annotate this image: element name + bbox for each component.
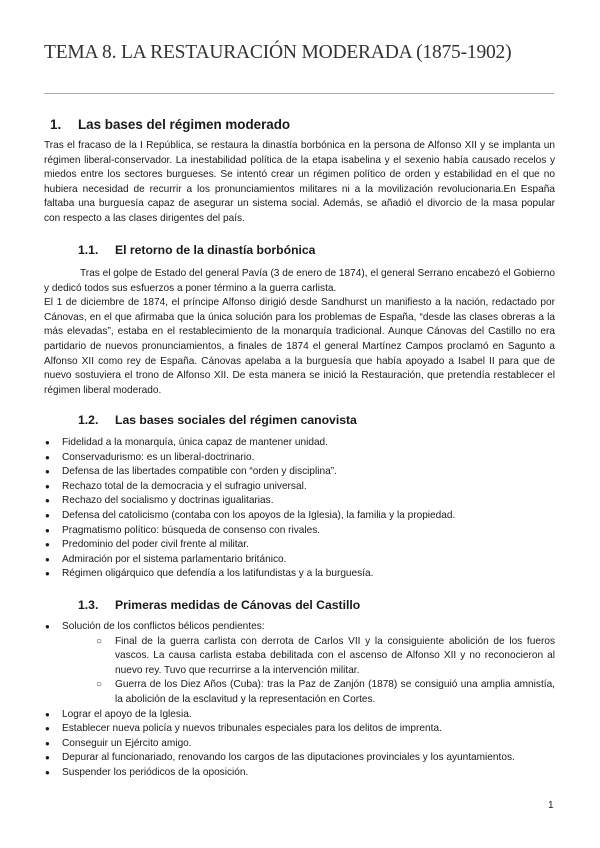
bullet-icon: ●: [45, 622, 50, 631]
list-item: ● Rechazo total de la democracia y el sufragio universal.: [44, 480, 555, 495]
list-item: ● Solución de los conflictos bélicos pendientes:: [44, 620, 555, 635]
list-item: ● Régimen oligárquico que defendía a los latifundistas y a la burguesía.: [44, 567, 555, 582]
list-item: ● Conservadurismo: es un liberal-doctrinario.: [44, 451, 555, 466]
list-item: ● Suspender los periódicos de la oposición.: [44, 766, 555, 781]
section-1-paragraph: Tras el fracaso de la I República, se restaura la dinastía borbónica en la persona de Alfonso XII y se implanta un régimen liberal-conservador. La inestabilidad política de la etapa isabelina y el sexenio había causado recelos y miedos entre los sectores burgueses. Se intentó crear un régimen político de orden y estabilidad en el que no hubiera necesidad de recurrir a los pronunciamientos militares ni a la movilización revolucionaria.En España faltaba una burguesía capaz de asegurar un sistema social. Además, se añadió el divorcio de la masa popular con respecto a las clases dirigentes del país.: [44, 140, 555, 224]
bullet-icon: ●: [45, 753, 50, 763]
bullet-icon: ●: [45, 525, 50, 535]
list-item: ● Rechazo del socialismo y doctrinas igualitarias.: [44, 494, 555, 509]
sub-list-item: ○ Guerra de los Diez Años (Cuba): tras la Paz de Zanjón (1878) se consiguió una amplia amnistía, la abolición de la esclavitud y la representación en Cortes.: [96, 679, 555, 705]
page-number: 1: [548, 800, 554, 811]
section-1-2-heading: [78, 413, 357, 427]
list-item: ● Fidelidad a la monarquía, única capaz de mantener unidad.: [44, 436, 555, 451]
bullet-icon: ●: [45, 554, 50, 564]
title-divider: [44, 93, 554, 94]
list-item: ● Establecer nueva policía y nuevos tribunales especiales para los delitos de imprenta.: [44, 722, 555, 737]
section-1-2-title: Las bases sociales del régimen canovista: [115, 413, 357, 427]
section-1-3-title: Primeras medidas de Cánovas del Castillo: [115, 598, 361, 612]
section-1-body: [44, 139, 555, 227]
bullet-icon: ●: [45, 540, 50, 550]
section-1-2-list: [44, 436, 555, 582]
bullet-icon: ●: [45, 467, 50, 477]
bullet-icon: ●: [45, 724, 50, 734]
section-1-2-number: 1.2.: [78, 413, 99, 427]
bullet-icon: ●: [45, 481, 50, 491]
list-item: ● Pragmatismo político: búsqueda de consenso con rivales.: [44, 524, 555, 539]
section-1-1-heading: [78, 243, 315, 257]
list-item: ● Predominio del poder civil frente al militar.: [44, 538, 555, 553]
bullet-icon: ●: [45, 510, 50, 520]
list-item: ● Conseguir un Ejército amigo.: [44, 737, 555, 752]
list-item: ● Defensa del catolicismo (contaba con los apoyos de la Iglesia), la familia y la propiedad.: [44, 509, 555, 524]
bullet-icon: ●: [45, 496, 50, 506]
section-1-1-title: El retorno de la dinastía borbónica: [115, 243, 316, 257]
document-title: TEMA 8. LA RESTAURACIÓN MODERADA (1875-1902): [44, 42, 512, 63]
section-1-1-number: 1.1.: [78, 243, 99, 257]
bullet-icon: ●: [45, 709, 50, 719]
bullet-icon: ●: [45, 438, 50, 447]
section-1-number: 1.: [50, 117, 62, 132]
section-1-1-paragraph-1: Tras el golpe de Estado del general Pavía (3 de enero de 1874), el general Serrano encabezó el Gobierno y dedicó todos sus esfuerzos a poner término a la guerra carlista.: [44, 268, 555, 294]
section-1-3-number: 1.3.: [78, 598, 99, 612]
bullet-icon: ●: [45, 569, 50, 579]
section-1-title: Las bases del régimen moderado: [78, 117, 291, 132]
bullet-icon: ●: [45, 767, 50, 777]
section-1-3-heading: [78, 598, 360, 612]
list-item: ● Depurar al funcionariado, renovando los cargos de las diputaciones provinciales y los ayuntamientos.: [44, 751, 555, 766]
section-1-heading: [50, 117, 290, 132]
circle-bullet-icon: ○: [96, 679, 103, 691]
list-item: ● Lograr el apoyo de la Iglesia.: [44, 708, 555, 723]
section-1-3-list: [44, 620, 555, 781]
list-item: ● Admiración por el sistema parlamentario británico.: [44, 553, 555, 568]
bullet-icon: ●: [45, 738, 50, 748]
section-1-1-body: [44, 267, 555, 398]
section-1-1-paragraph-2: El 1 de diciembre de 1874, el príncipe Alfonso dirigió desde Sandhurst un manifiesto a la nación, redactado por Cánovas, en el que afirmaba que la única solución para los problemas de España, “desde las clases obreras a la más elevadas”, estaba en el restablecimiento de la monarquía tradicional. Aunque Cánovas del Castillo no era partidario de nuevos pronunciamientos, a finales de 1874 el general Martínez Campos proclamó en Sagunto a Alfonso XII como rey de España. Cánovas apelaba a la burguesía que había apoyado a Isabel II para que de nuevo sostuviera el trono de Alfonso XII. De esta manera se inició la Restauración, que pretendía restablecer el régimen liberal moderado.: [44, 297, 555, 396]
circle-bullet-icon: ○: [96, 635, 103, 647]
sub-list-item: ○ Final de la guerra carlista con derrota de Carlos VII y la consiguiente abolición de los fueros vascos. La causa carlista estaba debilitada con el ascenso de Alfonso XII y no reconocieron al nuevo rey. Tuvo que recurrirse a la intervención militar.: [96, 635, 555, 676]
list-item: ● Defensa de las libertades compatible con “orden y disciplina”.: [44, 465, 555, 480]
bullet-icon: ●: [45, 452, 50, 462]
